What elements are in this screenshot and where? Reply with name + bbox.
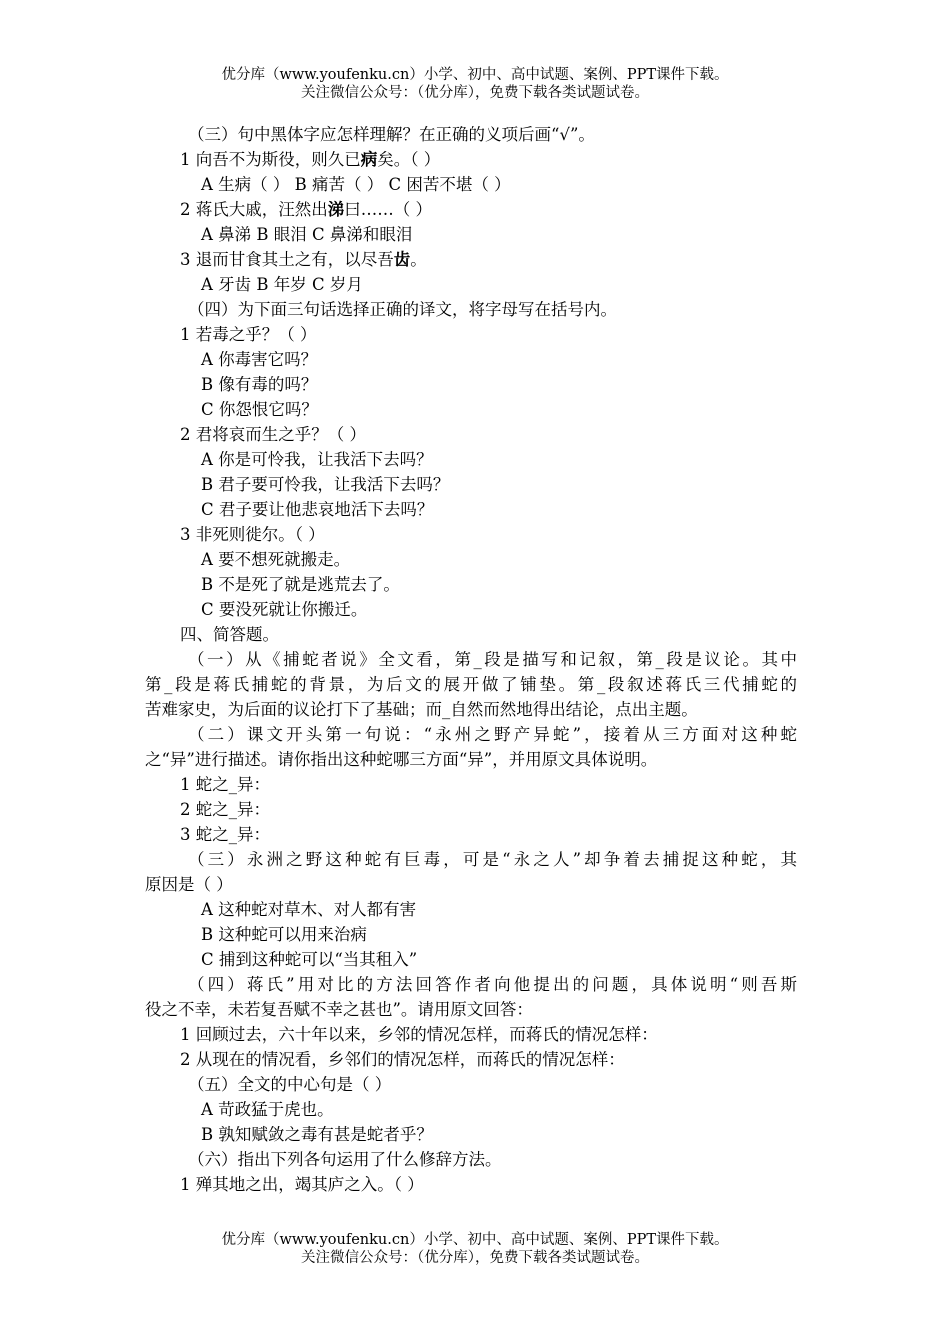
paragraph-4-item-2: 2 从现在的情况看，乡邻们的情况怎样，而蒋氏的情况怎样： — [180, 1050, 625, 1069]
page-header — [0, 66, 950, 102]
question-3-1: 1 向吾不为斯役，则久已病矣。（ ） — [180, 150, 441, 169]
paragraph-2-item-2: 2 蛇之_异： — [180, 800, 270, 819]
paragraph-5-option-b: B 孰知赋敛之毒有甚是蛇者乎？ — [201, 1125, 433, 1144]
section-4-title: （四）为下面三句话选择正确的译文，将字母写在括号内。 — [188, 300, 617, 319]
paragraph-1-line-3: 苦难家史，为后面的议论打下了基础；而_自然而然地得出结论，点出主题。 — [145, 700, 698, 719]
paragraph-3-line-2: 原因是（ ） — [145, 875, 233, 894]
question-4-1-option-a: A 你毒害它吗？ — [201, 350, 318, 369]
paragraph-3-option-a: A 这种蛇对草木、对人都有害 — [201, 900, 417, 919]
paragraph-1-line-2: 第_段是蒋氏捕蛇的背景，为后文的展开做了铺垫。第_段叙述蒋氏三代捕蛇的 — [145, 675, 797, 694]
question-4-3: 3 非死则徙尔。（ ） — [180, 525, 325, 544]
question-3-1-options: A 生病（ ） B 痛苦（ ） C 困苦不堪（ ） — [201, 175, 511, 194]
paragraph-2-item-1: 1 蛇之_异： — [180, 775, 270, 794]
page-footer — [0, 1231, 950, 1267]
paragraph-4-line-2: 役之不幸，未若复吾赋不幸之甚也”。请用原文回答： — [145, 1000, 533, 1019]
question-3-2: 2 蒋氏大戚，汪然出涕曰……（ ） — [180, 200, 432, 219]
paragraph-3-option-c: C 捕到这种蛇可以“当其租入” — [201, 950, 418, 969]
question-3-3: 3 退而甘食其土之有，以尽吾齿。 — [180, 250, 427, 269]
question-4-1: 1 若毒之乎？（ ） — [180, 325, 317, 344]
footer-line-2: 关注微信公众号：（优分库），免费下载各类试题试卷。 — [301, 1250, 649, 1266]
question-4-2-option-a: A 你是可怜我，让我活下去吗？ — [201, 450, 433, 469]
paragraph-2-line-2: 之“异”进行描述。请你指出这种蛇哪三方面“异”，并用原文具体说明。 — [145, 750, 658, 769]
question-4-2-option-c: C 君子要让他悲哀地活下去吗？ — [201, 500, 434, 519]
header-line-2: 关注微信公众号：（优分库），免费下载各类试题试卷。 — [301, 85, 649, 101]
paragraph-6-item-1: 1 殚其地之出，竭其庐之入。（ ） — [180, 1175, 424, 1194]
paragraph-2-line-1: （二）课文开头第一句说：“永州之野产异蛇”，接着从三方面对这种蛇 — [188, 725, 797, 744]
question-4-3-option-b: B 不是死了就是逃荒去了。 — [201, 575, 400, 594]
paragraph-5-option-a: A 苛政猛于虎也。 — [201, 1100, 334, 1119]
question-3-3-options: A 牙齿 B 年岁 C 岁月 — [201, 275, 363, 294]
question-4-3-option-c: C 要没死就让你搬迁。 — [201, 600, 368, 619]
paragraph-3-line-1: （三）永洲之野这种蛇有巨毒，可是“永之人”却争着去捕捉这种蛇，其 — [188, 850, 797, 869]
paragraph-4-item-1: 1 回顾过去，六十年以来，乡邻的情况怎样，而蒋氏的情况怎样： — [180, 1025, 658, 1044]
bold-keyword: 病 — [360, 150, 378, 169]
paragraph-3-option-b: B 这种蛇可以用来治病 — [201, 925, 367, 944]
paragraph-6-title: （六）指出下列各句运用了什么修辞方法。 — [188, 1150, 502, 1169]
bold-keyword: 齿 — [393, 250, 411, 269]
footer-line-1: 优分库（www.youfenku.cn）小学、初中、高中试题、案例、PPT课件下载。 — [221, 1232, 729, 1248]
paragraph-4-line-1: （四）蒋氏”用对比的方法回答作者向他提出的问题，具体说明“则吾斯 — [188, 975, 797, 994]
paragraph-1-line-1: （一）从《捕蛇者说》全文看，第_段是描写和记叙，第_段是议论。其中 — [188, 650, 797, 669]
question-4-2: 2 君将哀而生之乎？（ ） — [180, 425, 366, 444]
question-4-2-option-b: B 君子要可怜我，让我活下去吗？ — [201, 475, 450, 494]
part-4-title: 四、简答题。 — [180, 625, 279, 644]
question-3-2-options: A 鼻涕 B 眼泪 C 鼻涕和眼泪 — [201, 225, 413, 244]
header-line-1: 优分库（www.youfenku.cn）小学、初中、高中试题、案例、PPT课件下载。 — [221, 67, 729, 83]
question-4-3-option-a: A 要不想死就搬走。 — [201, 550, 351, 569]
bold-keyword: 涕 — [327, 200, 345, 219]
section-3-title: （三）句中黑体字应怎样理解？在正确的义项后画“√”。 — [188, 125, 595, 144]
question-4-1-option-c: C 你怨恨它吗？ — [201, 400, 318, 419]
paragraph-5-title: （五）全文的中心句是（ ） — [188, 1075, 392, 1094]
question-4-1-option-b: B 像有毒的吗？ — [201, 375, 318, 394]
paragraph-2-item-3: 3 蛇之_异： — [180, 825, 270, 844]
